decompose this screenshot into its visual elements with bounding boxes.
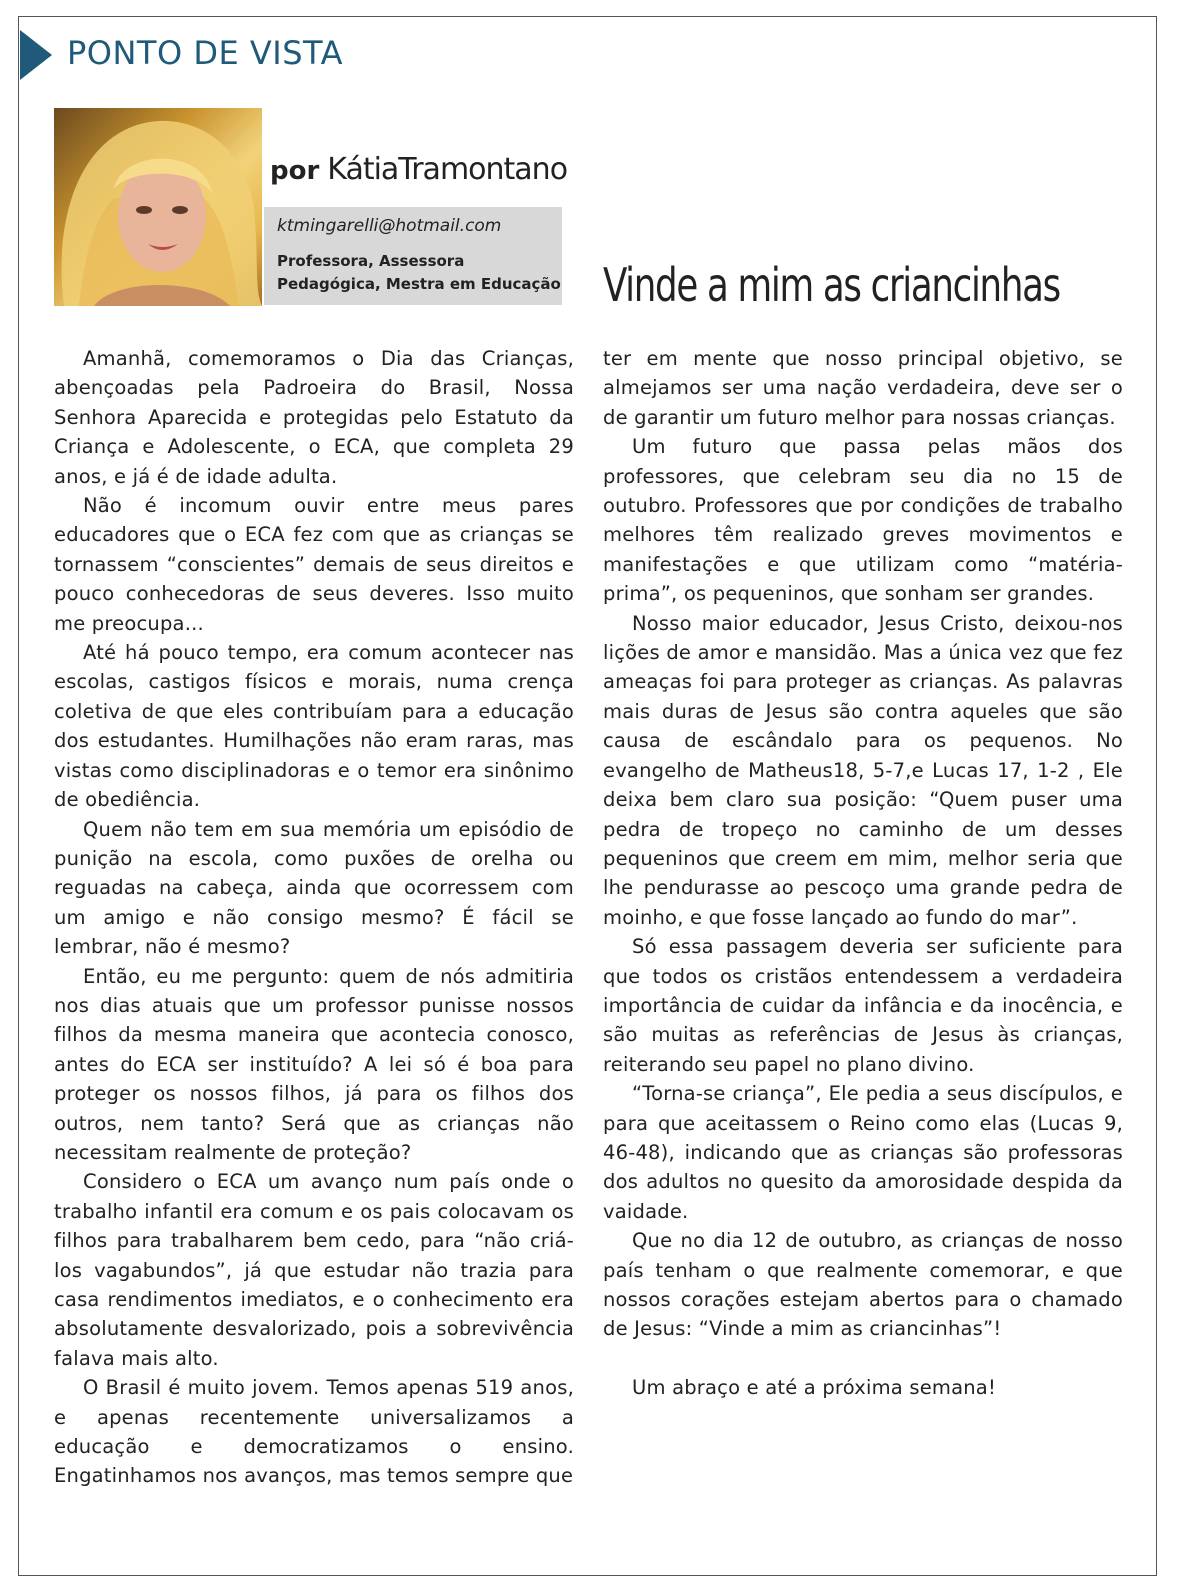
author-name: KátiaTramontano [327, 152, 568, 187]
article-headline: Vinde a mim as criancinhas [603, 258, 1060, 312]
article-closing: Um abraço e até a próxima semana! [632, 1376, 996, 1400]
article-paragraph: Considero o ECA um avanço num país onde o trabalho infantil era comum e os pais colocavam os filhos para trabalharem bem cedo, para “não criá-los vagabundos”, já que estudar não trazia para casa rendimentos imediatos, e o conhecimento era absolutamente desvalorizado, pois a sobrevivência falava mais alto. [54, 1170, 574, 1370]
article-paragraph: “Torna-se criança”, Ele pedia a seus discípulos, e para que aceitassem o Reino como elas (Lucas 9, 46-48), indicando que as crianças são professoras dos adultos no quesito da amorosidade despida da vaidade. [603, 1082, 1123, 1223]
author-role: Professora, Assessora Pedagógica, Mestra em Educação [277, 252, 561, 293]
article-paragraph: Nosso maior educador, Jesus Cristo, deixou-nos lições de amor e mansidão. Mas a única vez que fez ameaças foi para proteger as crianças. As palavras mais duras de Jesus são contra aqueles que são causa de escândalo para os pequenos. No evangelho de Matheus18, 5-7,e Lucas 17, 1-2 , Ele deixa bem claro sua posição: “Quem puser uma pedra de tropeço no caminho de um desses pequeninos que creem em mim, melhor seria que lhe pendurasse ao pescoço uma grande pedra de moinho, e que fosse lançado ao fundo do mar”. [603, 611, 1123, 929]
article-paragraph: Só essa passagem deveria ser suficiente para que todos os cristãos entendessem a verdadeira importância de cuidar da infância e da inocência, e são muitas as referências de Jesus às crianças, reiterando seu papel no plano divino. [603, 935, 1123, 1076]
article-paragraph: Que no dia 12 de outubro, as crianças de nosso país tenham o que realmente comemorar, e que nossos corações estejam abertos para o chamado de Jesus: “Vinde a mim as criancinhas”! [603, 1229, 1123, 1341]
section-title: PONTO DE VISTA [67, 34, 343, 72]
article-paragraph: ter em mente que nosso principal objetivo, se almejamos ser uma nação verdadeira, deve ser o de garantir um futuro melhor para nossas crianças. [603, 347, 1123, 429]
author-photo [54, 108, 262, 306]
article-paragraph: Amanhã, comemoramos o Dia das Crianças, abençoadas pela Padroeira do Brasil, Nossa Senhora Aparecida e protegidas pelo Estatuto da Criança e Adolescente, o ECA, que completa 29 anos, e já é de idade adulta. [54, 347, 574, 488]
article-paragraph: Quem não tem em sua memória um episódio de punição na escola, como puxões de orelha ou reguadas na cabeça, ainda que ocorressem com um amigo e não consigo mesmo? É fácil se lembrar, não é mesmo? [54, 817, 574, 959]
author-byline [270, 152, 567, 187]
article-column-right [603, 344, 1123, 1403]
article-paragraph: O Brasil é muito jovem. Temos apenas 519 anos, e apenas recentemente universalizamos a educação e democratizamos o ensino. Engatinhamos nos avanços, mas temos sempre que [54, 1376, 574, 1488]
triangle-arrow-icon [20, 30, 52, 80]
article-paragraph: Não é incomum ouvir entre meus pares educadores que o ECA fez com que as crianças se tornassem “conscientes” demais de seus direitos e pouco conhecedoras de seus deveres. Isso muito me preocupa... [54, 494, 574, 635]
byline-prefix: por [270, 156, 320, 186]
author-email: ktmingarelli@hotmail.com [277, 216, 502, 236]
article-column-left [54, 344, 574, 1491]
article-paragraph: Até há pouco tempo, era comum acontecer nas escolas, castigos físicos e morais, numa crença coletiva de que eles contribuíam para a educação dos estudantes. Humilhações não eram raras, mas vistas como disciplinadoras e o temor era sinônimo de obediência. [54, 641, 574, 812]
article-paragraph: Um futuro que passa pelas mãos dos professores, que celebram seu dia no 15 de outubro. Professores que por condições de trabalho melhores têm realizado greves movimentos e manifestações e que utilizam como “matéria-prima”, os pequeninos, que sonham ser grandes. [603, 435, 1123, 606]
article-paragraph: Então, eu me pergunto: quem de nós admitiria nos dias atuais que um professor punisse nossos filhos da mesma maneira que acontecia conosco, antes do ECA ser instituído? A lei só é boa para proteger os nossos filhos, já para os filhos dos outros, nem tanto? Será que as crianças não necessitam realmente de proteção? [54, 964, 574, 1164]
